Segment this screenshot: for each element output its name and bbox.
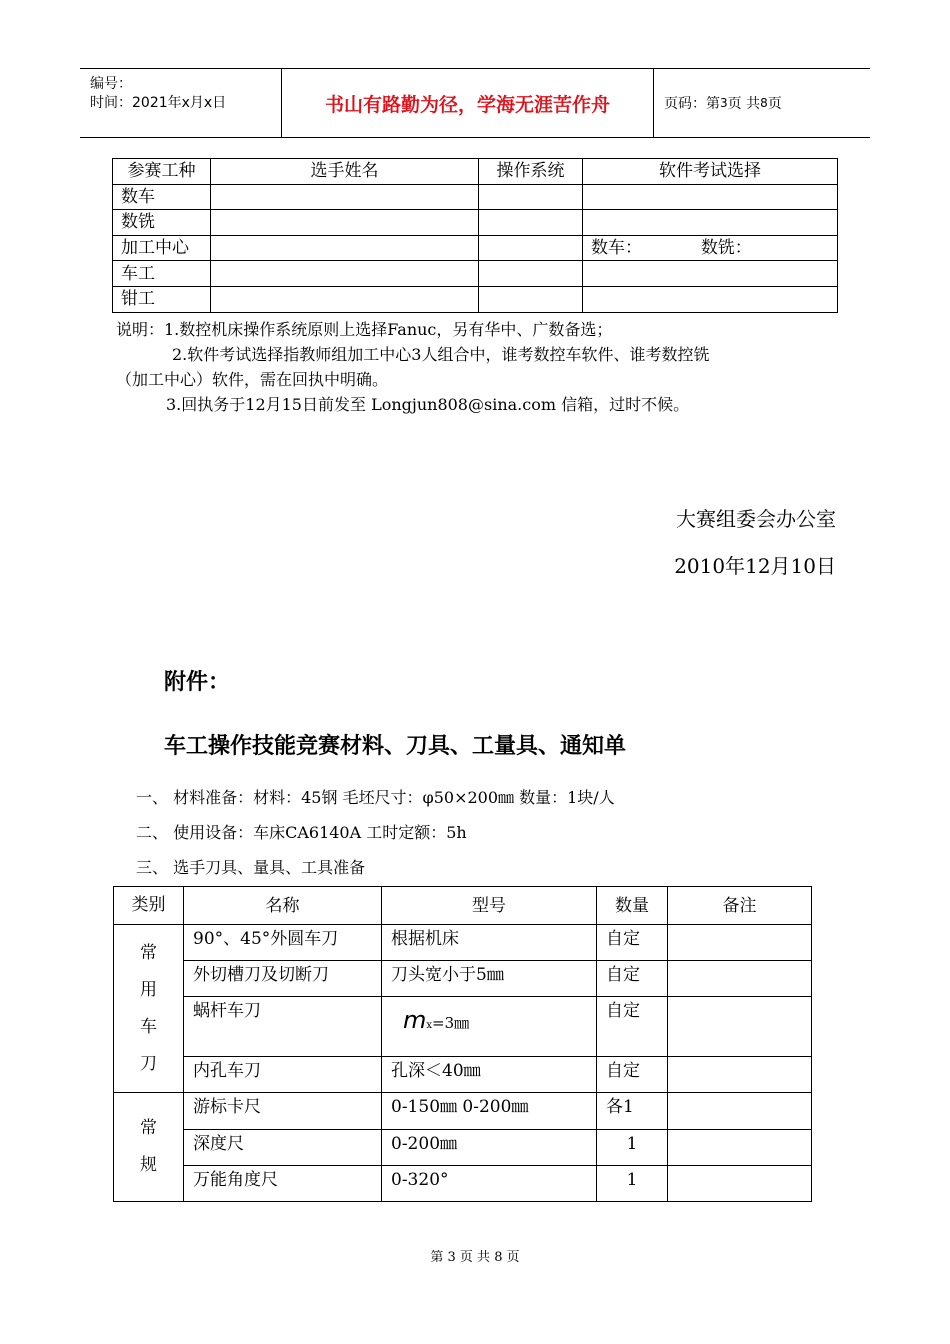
tool-qty: 1: [597, 1130, 668, 1166]
tool-qty: 1: [597, 1166, 668, 1202]
signature-org: 大赛组委会办公室: [676, 507, 836, 531]
row-label: 钳工: [113, 286, 211, 312]
software-cell[interactable]: [583, 235, 838, 261]
tool-note: [668, 1130, 812, 1166]
tool-note: [668, 961, 812, 997]
header-cell: 备注: [668, 887, 812, 925]
tool-model: 0-320°: [382, 1166, 597, 1202]
table-row: [114, 925, 812, 961]
tool-model: 孔深＜40㎜: [382, 1057, 597, 1093]
table-header-row: [114, 887, 812, 925]
registration-table: [112, 158, 838, 313]
module-value: =3㎜: [432, 1014, 470, 1032]
tool-note: [668, 1057, 812, 1093]
tool-model: 刀头宽小于5㎜: [382, 961, 597, 997]
note-line-2: 2.软件考试选择指教师组加工中心3人组合中，谁考数控车软件、谁考数控铣: [172, 345, 710, 364]
name-cell[interactable]: [211, 261, 479, 287]
material-item: 一、 材料准备：材料：45钢 毛坯尺寸：φ50×200㎜ 数量：1块/人: [136, 788, 615, 807]
system-cell[interactable]: [479, 261, 583, 287]
system-cell[interactable]: [479, 286, 583, 312]
tool-name: 深度尺: [184, 1130, 382, 1166]
table-row: [114, 961, 812, 997]
header-meta: [80, 69, 282, 137]
header-cell: 数量: [597, 887, 668, 925]
table-row: [113, 235, 838, 261]
tool-name: 90°、45°外圆车刀: [184, 925, 382, 961]
attachment-label: 附件：: [164, 670, 231, 695]
tool-note: [668, 997, 812, 1057]
motto: 书山有路勤为径，学海无涯苦作舟: [282, 69, 654, 137]
module-symbol: m: [403, 1006, 427, 1034]
table-row: [114, 1130, 812, 1166]
software-option: 数铣：: [700, 238, 752, 259]
row-label: 数铣: [113, 210, 211, 236]
tool-model: 0-200㎜: [382, 1130, 597, 1166]
header-cell: 参赛工种: [113, 159, 211, 185]
header-cell: 型号: [382, 887, 597, 925]
tool-model: 根据机床: [382, 925, 597, 961]
note-line-1: 说明：1.数控机床操作系统原则上选择Fanuc，另有华中、广数备选；: [116, 320, 613, 339]
name-cell[interactable]: [211, 286, 479, 312]
header-cell: 操作系统: [479, 159, 583, 185]
header-cell: 类别: [114, 887, 184, 925]
table-header-row: [113, 159, 838, 185]
tool-name: 万能角度尺: [184, 1166, 382, 1202]
note-line-4: 3.回执务于12月15日前发至 Longjun808@sina.com 信箱，过时不候。: [166, 395, 690, 414]
table-row: [114, 1057, 812, 1093]
tool-model: [382, 997, 597, 1057]
tool-note: [668, 1093, 812, 1130]
header-cell: 选手姓名: [211, 159, 479, 185]
tool-qty: 各1: [597, 1093, 668, 1130]
table-row: [113, 184, 838, 210]
software-cell[interactable]: [583, 184, 838, 210]
header-cell: 软件考试选择: [583, 159, 838, 185]
page-header: [80, 68, 870, 138]
row-label: 车工: [113, 261, 211, 287]
page-total: 8: [760, 96, 768, 110]
note-line-3: （加工中心）软件，需在回执中明确。: [116, 370, 389, 389]
header-cell: 名称: [184, 887, 382, 925]
software-cell[interactable]: [583, 210, 838, 236]
tools-table: [113, 886, 812, 1202]
page-footer: 第 3 页 共 8 页: [430, 1250, 520, 1265]
module-subscript: x: [426, 1020, 433, 1031]
page-current: 3: [720, 96, 728, 110]
software-cell[interactable]: [583, 286, 838, 312]
software-option: 数车：: [591, 238, 642, 259]
system-cell[interactable]: [479, 184, 583, 210]
table-row: [114, 1166, 812, 1202]
tool-name: 内孔车刀: [184, 1057, 382, 1093]
page-indicator: 页码：第 3 页 共 8 页: [664, 96, 782, 112]
tool-qty: 自定: [597, 1057, 668, 1093]
table-row: [113, 286, 838, 312]
tool-note: [668, 925, 812, 961]
tool-qty: 自定: [597, 961, 668, 997]
signature-date: 2010年12月10日: [674, 554, 836, 578]
tool-qty: 自定: [597, 997, 668, 1057]
system-cell[interactable]: [479, 210, 583, 236]
tool-name: 外切槽刀及切断刀: [184, 961, 382, 997]
name-cell[interactable]: [211, 235, 479, 261]
table-row: [113, 210, 838, 236]
name-cell[interactable]: [211, 184, 479, 210]
table-row: [114, 1093, 812, 1130]
code-label: 编号：: [90, 76, 132, 92]
tool-name: 游标卡尺: [184, 1093, 382, 1130]
attachment-title: 车工操作技能竞赛材料、刀具、工量具、通知单: [164, 734, 627, 759]
tool-model: 0-150㎜ 0-200㎜: [382, 1093, 597, 1130]
table-row: [113, 261, 838, 287]
row-label: 数车: [113, 184, 211, 210]
tool-note: [668, 1166, 812, 1202]
tool-name: 蜗杆车刀: [184, 997, 382, 1057]
row-label: 加工中心: [113, 235, 211, 261]
category-measuring-tools: 常 规: [114, 1093, 184, 1202]
time-label: 时间：2021年x月x日: [90, 95, 227, 111]
table-row: [114, 997, 812, 1057]
software-cell[interactable]: [583, 261, 838, 287]
equipment-item: 二、 使用设备：车床CA6140A 工时定额：5h: [136, 823, 467, 842]
name-cell[interactable]: [211, 210, 479, 236]
tool-qty: 自定: [597, 925, 668, 961]
tools-item: 三、 选手刀具、量具、工具准备: [136, 858, 366, 877]
category-common-tools: 常 用 车 刀: [114, 925, 184, 1093]
system-cell[interactable]: [479, 235, 583, 261]
